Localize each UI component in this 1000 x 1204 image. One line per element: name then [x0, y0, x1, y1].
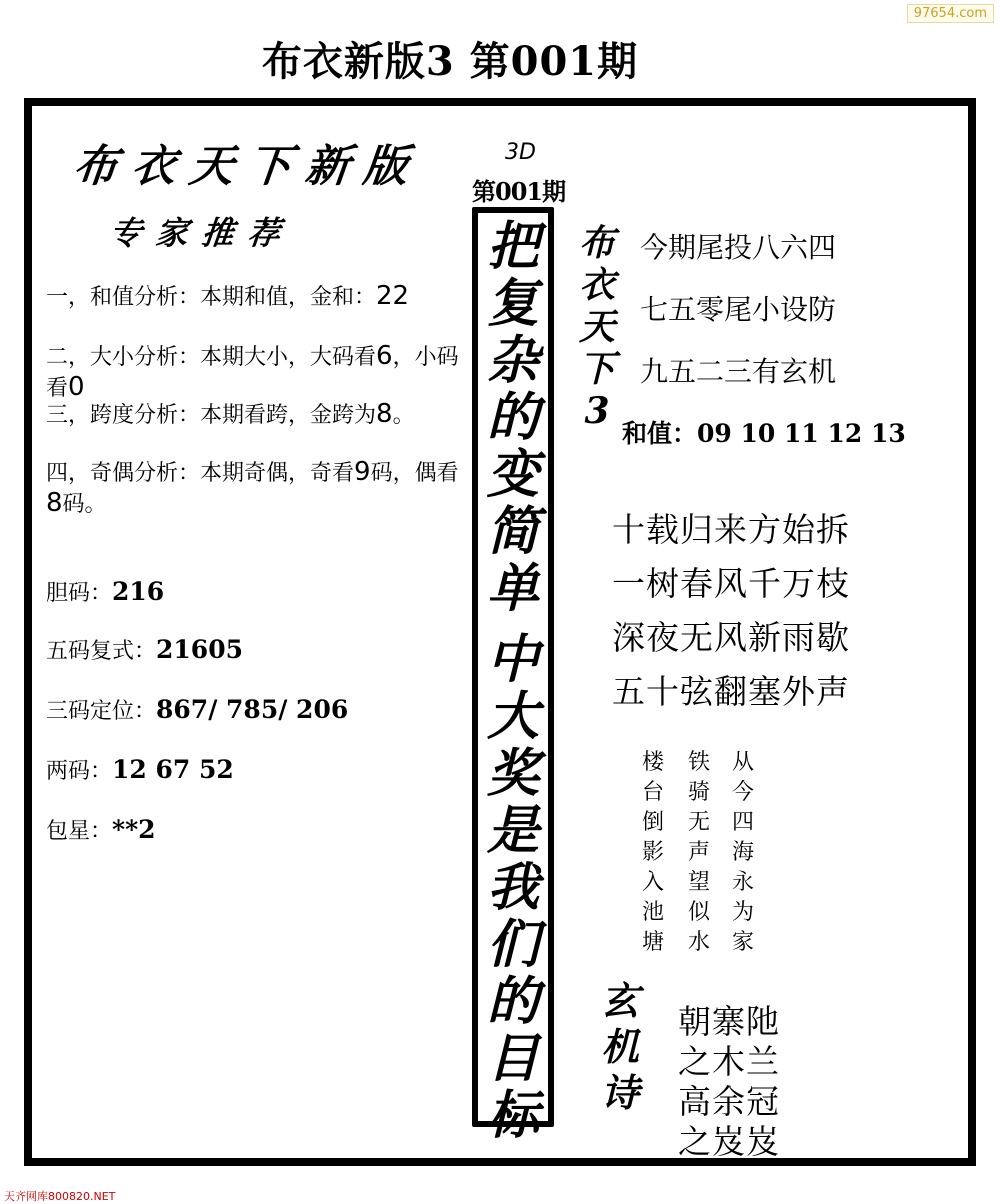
slogan-char: 大 — [486, 686, 539, 747]
side-brand: 布 衣 天 下 3 — [578, 222, 615, 432]
poem1-line: 今期尾投八六四 — [640, 231, 837, 264]
vertical-slogan — [478, 218, 548, 1144]
poem2-line: 十载归来方始拆 — [612, 510, 850, 549]
slogan-char: 的 — [486, 971, 539, 1032]
poem1-line: 九五二三有玄机 — [640, 355, 837, 388]
slogan-char: 中 — [486, 629, 539, 690]
sum-values: 和值：09 10 11 12 13 — [622, 419, 906, 448]
footer-watermark: 天齐网库800820.NET — [4, 1190, 116, 1203]
rec-san-ma: 三码定位：867/ 785/ 206 — [46, 695, 349, 724]
period-issue: 第001期 — [472, 177, 566, 206]
slogan-char: 标 — [486, 1085, 539, 1146]
rec-bao-xing: 包星：**2 — [46, 815, 156, 844]
slogan-char: 单 — [486, 558, 539, 619]
slogan-char: 杂 — [486, 330, 539, 391]
poem1-line: 七五零尾小设防 — [640, 293, 837, 326]
slogan-char: 复 — [486, 273, 539, 334]
rec-liang-ma: 两码：12 67 52 — [46, 755, 234, 784]
riddle-line: 朝寨阤 — [678, 1002, 780, 1041]
analysis-line-size: 二，大小分析：本期大小，大码看6，小码看0 — [46, 341, 459, 402]
rec-wu-ma: 五码复式：21605 — [46, 635, 243, 664]
slogan-char: 简 — [486, 501, 539, 562]
column-poem-1: 楼 台 倒 影 入 池 塘 — [641, 750, 664, 955]
slogan-char: 们 — [486, 914, 539, 975]
period-type: 3D — [505, 140, 536, 165]
slogan-char: 的 — [486, 387, 539, 448]
poem2-line: 五十弦翻塞外声 — [612, 672, 850, 711]
site-watermark: 97654.com — [907, 4, 994, 23]
page-title: 布衣新版3 第001期 — [261, 38, 639, 85]
riddle-line: 高余冠 — [678, 1082, 780, 1121]
poem2-line: 深夜无风新雨歇 — [612, 618, 850, 657]
slogan-char: 我 — [486, 857, 539, 918]
analysis-line-parity: 四，奇偶分析：本期奇偶，奇看9码，偶看8码。 — [46, 457, 459, 518]
slogan-char: 奖 — [486, 743, 539, 804]
brand-title: 布衣天下新版 — [70, 141, 425, 192]
slogan-char: 变 — [486, 444, 539, 505]
slogan-char: 把 — [486, 216, 539, 277]
slogan-char: 是 — [486, 800, 539, 861]
expert-subtitle: 专家推荐 — [107, 214, 296, 252]
slogan-char: 目 — [486, 1028, 539, 1089]
poem2-line: 一树春风千万枝 — [612, 564, 850, 603]
analysis-line-span: 三，跨度分析：本期看跨，金跨为8。 — [46, 399, 415, 429]
column-poem-2: 铁 骑 无 声 望 似 水 — [687, 750, 710, 955]
riddle-line: 之岌岌 — [678, 1122, 780, 1161]
rec-dan-ma: 胆码：216 — [46, 577, 165, 606]
column-poem-3: 从 今 四 海 永 为 家 — [731, 750, 754, 955]
xuanji-label: 玄 机 诗 — [600, 978, 639, 1115]
analysis-line-sum: 一，和值分析：本期和值，金和：22 — [46, 281, 410, 311]
riddle-line: 之木兰 — [678, 1042, 780, 1081]
